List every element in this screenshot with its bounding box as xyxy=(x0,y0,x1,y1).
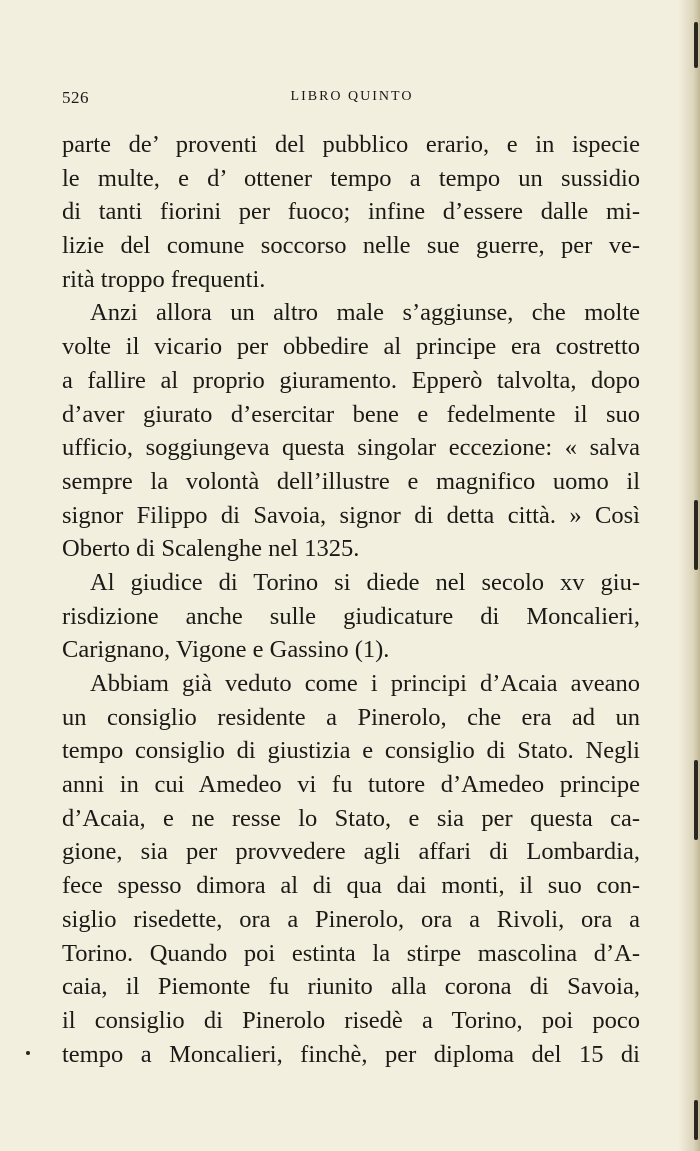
text-line: tempo consiglio di giustizia e consiglio di Stato. Negli xyxy=(62,737,640,765)
page-edge-shadow xyxy=(678,0,700,1151)
text-line: un consiglio residente a Pinerolo, che era ad un xyxy=(62,703,640,731)
text-line: d’Acaia, e ne resse lo Stato, e sia per questa ca- xyxy=(62,804,640,832)
page-edge-mark xyxy=(694,1100,698,1140)
text-line: parte de’ proventi del pubblico erario, e in ispecie xyxy=(62,131,640,158)
text-line: Carignano, Vigone e Gassino (1). xyxy=(62,636,390,664)
text-line: Abbiam già veduto come i principi d’Acaia aveano xyxy=(90,670,640,697)
page-number: 526 xyxy=(62,88,89,107)
text-line: il consiglio di Pinerolo risedè a Torino, poi poco xyxy=(62,1006,640,1034)
text-line: volte il vicario per obbedire al principe era costretto xyxy=(62,333,640,361)
text-line: Anzi allora un altro male s’aggiunse, che molte xyxy=(90,299,640,327)
page-edge-mark xyxy=(694,760,698,840)
text-line: siglio risedette, ora a Pinerolo, ora a Rivoli, ora a xyxy=(62,905,640,933)
page-header xyxy=(62,88,642,112)
text-line: gione, sia per provvedere agli affari di Lombardia, xyxy=(62,838,640,866)
page-edge-mark xyxy=(694,500,698,570)
running-head: LIBRO QUINTO xyxy=(290,89,414,104)
text-line: Oberto di Scalenghe nel 1325. xyxy=(62,535,360,563)
text-line: anni in cui Amedeo vi fu tutore d’Amedeo principe xyxy=(62,771,640,799)
text-line: a fallire al proprio giuramento. Epperò talvolta, dopo xyxy=(62,366,640,394)
text-line: le multe, e d’ ottener tempo a tempo un sussidio xyxy=(62,164,640,192)
text-line: rità troppo frequenti. xyxy=(62,265,266,293)
margin-speck xyxy=(26,1051,30,1055)
text-line: lizie del comune soccorso nelle sue guerre, per ve- xyxy=(62,232,640,260)
text-line: ufficio, soggiungeva questa singolar eccezione: « salva xyxy=(62,434,640,462)
text-line: sempre la volontà dell’illustre e magnifico uomo il xyxy=(62,467,640,495)
text-line: risdizione anche sulle giudicature di Moncalieri, xyxy=(62,602,640,630)
text-line: tempo a Moncalieri, finchè, per diploma del 15 di xyxy=(62,1040,640,1068)
text-line: Torino. Quando poi estinta la stirpe mascolina d’A- xyxy=(62,939,640,967)
text-line: caia, il Piemonte fu riunito alla corona di Savoia, xyxy=(62,973,640,1001)
text-line: di tanti fiorini per fuoco; infine d’essere dalle mi- xyxy=(62,198,640,226)
text-line: d’aver giurato d’esercitar bene e fedelmente il suo xyxy=(62,400,640,428)
body-text xyxy=(62,128,640,1071)
text-line: fece spesso dimora al di qua dai monti, il suo con- xyxy=(62,872,640,900)
text-line: Al giudice di Torino si diede nel secolo xv giu- xyxy=(90,568,640,596)
text-line: signor Filippo di Savoia, signor di detta città. » Così xyxy=(62,501,640,529)
page-edge-mark xyxy=(694,22,698,68)
